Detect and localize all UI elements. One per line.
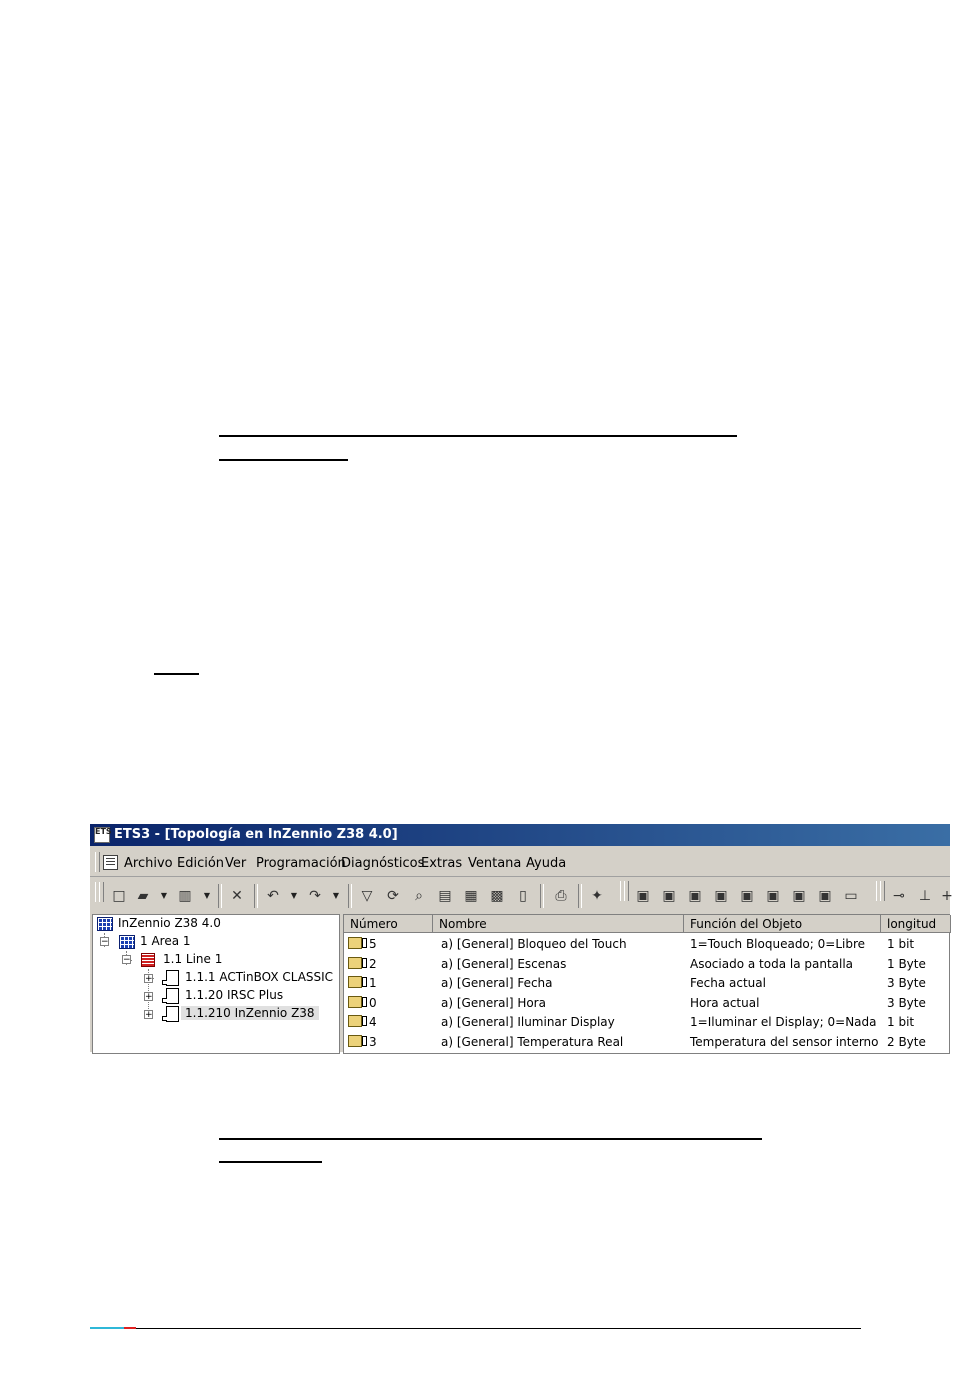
column-header-longitud[interactable]: longitud [881,915,951,933]
underline-rule [219,435,737,437]
tree-node-label: 1.1.1 ACTinBOX CLASSIC [185,970,334,984]
cell-numero: 5 [369,937,377,951]
toolbar-separator [254,884,258,908]
ets-app-icon[interactable]: ETS [94,827,110,843]
monitor-icon[interactable]: ▭ [844,888,858,904]
column-header-funcion[interactable]: Función del Objeto [684,915,881,933]
device-icon [166,988,179,1004]
cell-funcion: Hora actual [690,996,760,1010]
cell-numero: 0 [369,996,377,1010]
properties-icon[interactable]: ▥ [178,888,192,904]
device-icon[interactable]: ▣ [636,888,650,904]
column-header-numero[interactable]: Número [344,915,433,933]
table-row[interactable] [344,955,951,974]
properties-dropdown-icon[interactable]: ▼ [203,891,211,900]
group-object-icon [348,1035,362,1047]
group-object-icon [348,996,362,1008]
report-icon[interactable]: ▤ [438,888,452,904]
device-icon[interactable]: ▣ [766,888,780,904]
cell-nombre: a) [General] Fecha [441,976,553,990]
print-icon[interactable]: ⎙ [555,888,567,904]
tree-node-label: 1.1.20 IRSC Plus [185,988,284,1002]
line-icon [141,953,155,967]
cell-funcion: 1=Touch Bloqueado; 0=Libre [690,937,866,951]
delete-icon[interactable]: ✕ [231,888,243,904]
undo-dropdown-icon[interactable]: ▼ [290,891,298,900]
tree-node-label: 1.1 Line 1 [163,952,223,966]
area-icon [119,935,135,949]
underline-rule [219,1138,762,1140]
device-icon [166,970,179,986]
cell-longitud: 1 bit [887,1015,915,1029]
cell-numero: 3 [369,1035,377,1049]
underline-rule [154,673,199,675]
new-icon[interactable]: □ [112,888,126,904]
toolbar-grip[interactable] [880,881,885,901]
toolbar-grip[interactable] [99,882,104,902]
add-icon[interactable]: + [941,888,953,904]
device-icon[interactable]: ▣ [740,888,754,904]
window-title: ETS3 - [Topología en InZennio Z38 4.0] [114,827,398,842]
underline-rule [219,459,348,461]
menu-ayuda[interactable]: Ayuda [526,856,567,871]
cell-funcion: Fecha actual [690,976,766,990]
underline-rule [219,1161,322,1163]
group-object-icon [348,957,362,969]
document-menu-icon[interactable] [103,855,118,870]
connect-icon[interactable]: ⊸ [893,888,905,904]
open-icon[interactable]: ▰ [137,888,149,904]
menu-ver[interactable]: Ver [225,856,247,871]
cell-nombre: a) [General] Iluminar Display [441,1015,615,1029]
table-row[interactable] [344,935,951,954]
collapse-icon[interactable]: − [101,937,109,947]
cell-nombre: a) [General] Temperatura Real [441,1035,624,1049]
objects-table [343,914,950,1054]
program-icon[interactable]: ✦ [591,888,603,904]
menu-extras[interactable]: Extras [421,856,463,871]
menu-edicion[interactable]: Edición [177,856,225,871]
menubar-grip[interactable] [95,852,100,872]
bus-icon[interactable]: ⊥ [918,888,932,904]
cell-numero: 1 [369,976,377,990]
cell-funcion: Temperatura del sensor interno [690,1035,879,1049]
cell-numero: 2 [369,957,377,971]
device-icon[interactable]: ▣ [818,888,832,904]
redo-dropdown-icon[interactable]: ▼ [332,891,340,900]
menu-archivo[interactable]: Archivo [124,856,173,871]
cell-numero: 4 [369,1015,377,1029]
ets3-window [90,824,953,1052]
undo-icon[interactable]: ↶ [267,888,279,904]
device-icon [166,1006,179,1022]
toolbar-separator [578,884,582,908]
cell-longitud: 1 Byte [887,957,926,971]
device-icon[interactable]: ▣ [792,888,806,904]
open-dropdown-icon[interactable]: ▼ [160,891,168,900]
filter-icon[interactable]: ▽ [361,888,373,904]
cell-nombre: a) [General] Bloqueo del Touch [441,937,627,951]
cell-longitud: 1 bit [887,937,915,951]
cell-longitud: 2 Byte [887,1035,926,1049]
column-header-nombre[interactable]: Nombre [433,915,684,933]
expand-icon[interactable]: + [145,1010,153,1020]
toolbar-separator [540,884,544,908]
device-icon[interactable]: ▣ [688,888,702,904]
topology-tree [92,914,340,1054]
expand-icon[interactable]: + [145,992,153,1002]
split-icon[interactable]: ▩ [490,888,504,904]
cell-funcion: Asociado a toda la pantalla [690,957,854,971]
footer-accent-cyan [90,1327,124,1329]
table-row[interactable] [344,1033,951,1052]
group-object-icon [348,976,362,988]
table-row[interactable] [344,974,951,993]
footer-rule [90,1328,861,1329]
table-row[interactable] [344,994,951,1013]
project-icon [97,917,113,931]
cell-longitud: 3 Byte [887,996,926,1010]
device-icon[interactable]: ▣ [662,888,676,904]
menu-diagnosticos[interactable]: Diagnósticos [341,856,425,871]
tree-node-label: InZennio Z38 4.0 [118,916,221,930]
collapse-icon[interactable]: − [123,955,131,965]
grid-icon[interactable]: ▦ [464,888,478,904]
toolbar-separator [218,884,222,908]
refresh-icon[interactable]: ⟳ [387,888,399,904]
cell-nombre: a) [General] Hora [441,996,546,1010]
menu-programacion[interactable]: Programación [256,856,346,871]
device-icon[interactable]: ▣ [714,888,728,904]
cell-nombre: a) [General] Escenas [441,957,567,971]
expand-icon[interactable]: + [145,974,153,984]
menu-ventana[interactable]: Ventana [468,856,522,871]
footer-accent-red [124,1327,136,1329]
title-bar [90,824,950,846]
group-object-icon [348,937,362,949]
window-icon[interactable]: ▯ [519,888,527,904]
cell-longitud: 3 Byte [887,976,926,990]
group-object-icon [348,1015,362,1027]
cell-funcion: 1=Iluminar el Display; 0=Nada [690,1015,877,1029]
tree-node-label: 1 Area 1 [140,934,191,948]
toolbar-grip[interactable] [624,881,629,901]
find-icon[interactable]: ⌕ [415,888,423,904]
table-row[interactable] [344,1013,951,1032]
tree-node-label: 1.1.210 InZennio Z38 [181,1006,319,1020]
toolbar-separator [348,884,352,908]
redo-icon[interactable]: ↷ [309,888,321,904]
